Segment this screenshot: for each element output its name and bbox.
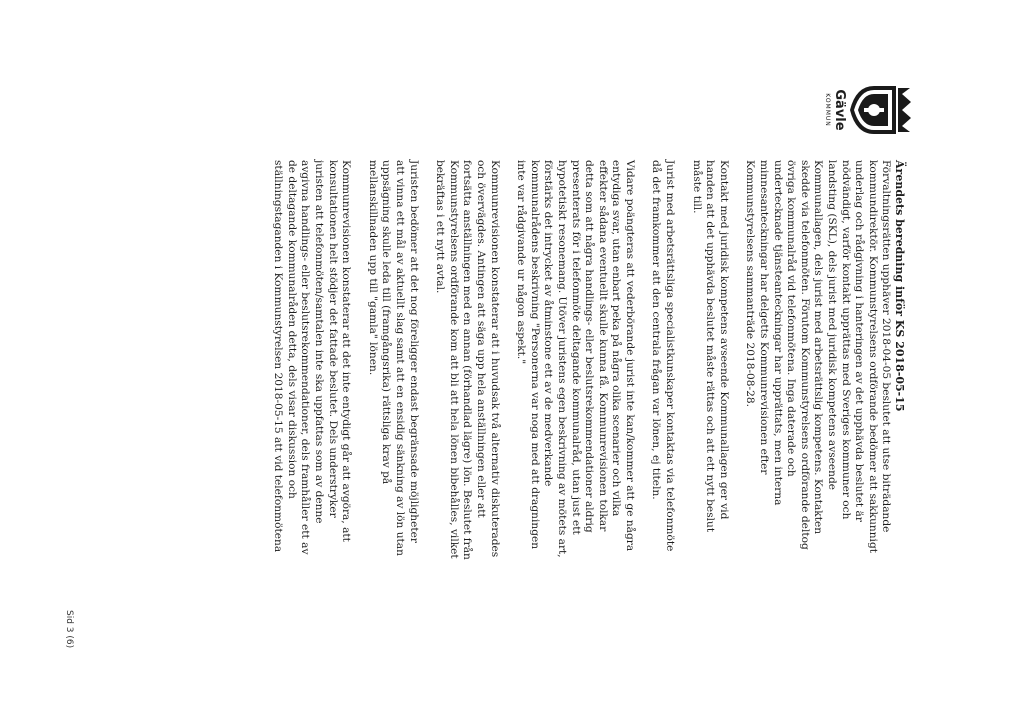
paragraph-3: Jurist med arbetsrättsliga specialistkunskaper kontaktas via telefonmöte då det framkommer att den centrala frågan var lönen, ej titeln.: [650, 160, 677, 552]
paragraph-2: Kontakt med juridisk kompetens avseende Kommunallagen ger vid handen att det upphävda beslutet måste rättas och att ett nytt beslut måste till.: [690, 160, 730, 533]
logo-name: Gävle: [832, 89, 847, 131]
logo-subtitle: KOMMUN: [824, 93, 831, 127]
paragraph-6: Juristen bedömer att det nog föreligger endast begränsade möjligheter att vinna ett mål av aktuellt slag samt att en ensidig sänkning av lön utan uppsägning skulle leda till (framgångsrika) rättsliga krav på mellanskillnaden upp till "gamla" lönen.: [366, 160, 420, 556]
paragraph-1: Förvaltningsrätten upphäver 2018-04-05 beslutet att utse biträdande kommundirektör. Kommunstyrelsens ordförande bedömer att sakkunnigt underlag och rådgivning i hanteringen av det upphävda beslutet är nödvändigt, varför kontakt upprättas med Sveriges kommuner och landsting (SKL), dels jurist med juridisk kompetens avseende Kommunallagen, dels jurist med arbetsrättslig kompetens. Kontakten skedde via telefonmöten. Förutom Kommunstyrelsens ordförande deltog övriga kommunalråd vid telefonmötena. Inga daterade och undertecknade tjänsteanteckningar har upprättats, men interna minnesanteckningar har delgetts Kommunrevisionen efter Kommunstyrelsens sammanträde 2018-08-28.: [744, 160, 893, 553]
gavle-coat-of-arms-icon: [848, 80, 914, 140]
document-body: [258, 160, 906, 560]
paragraph-7: Kommunrevisionen konstaterar att det inte entydigt går att avgöra, att konsultationen helt stödjer det fattade beslutet. Dels understryker juristen att telefonmöten/samtalen inte ska uppfattas som av denne avgivna handlings- eller beslutsrekommendationer, dels framhåller ett av de deltagande kommunalråden detta, dels visar diskussion och ställningstaganden i Kommunstyrelsen 2018-05-15 att vid telefonmötena: [272, 160, 353, 555]
section-heading: Ärendets beredning inför KS 2018-05-15: [893, 160, 906, 412]
page-number: Sid 3 (6): [64, 610, 74, 649]
paragraph-4: Vidare poängteras att vederbörande jurist inte kan/kommer att ge några entydiga svar, utan enbart peka på några olika scenarier och vilka effekter sådana eventuellt skulle kunna få. Kommunrevisionen tolkar detta som att några handlings- eller beslutsrekommendationer aldrig presenterats för i telefonmöte deltagande kommunalråd, utan just ett hypotetiskt resonemang. Utöver juristens egen beskrivning av mötets art, förstärks det intrycket av åtminstone ett av de medverkande kommunalrådens beskrivning "Personerna var noga med att dragningen inte var rådgivande ur någon aspekt.": [515, 160, 636, 558]
paragraph-5: Kommunrevisionen konstaterar att i huvudsak två alternativ diskuterades och övervägdes. Antingen att säga upp hela anställningen eller att fortsätta anställningen med en annan (förhandlad lägre) lön. Beslutet från Kommunstyrelsens ordförande kom att bli att hela lönen bibehålles, vilket bekräftas i ett nytt avtal.: [434, 160, 501, 560]
